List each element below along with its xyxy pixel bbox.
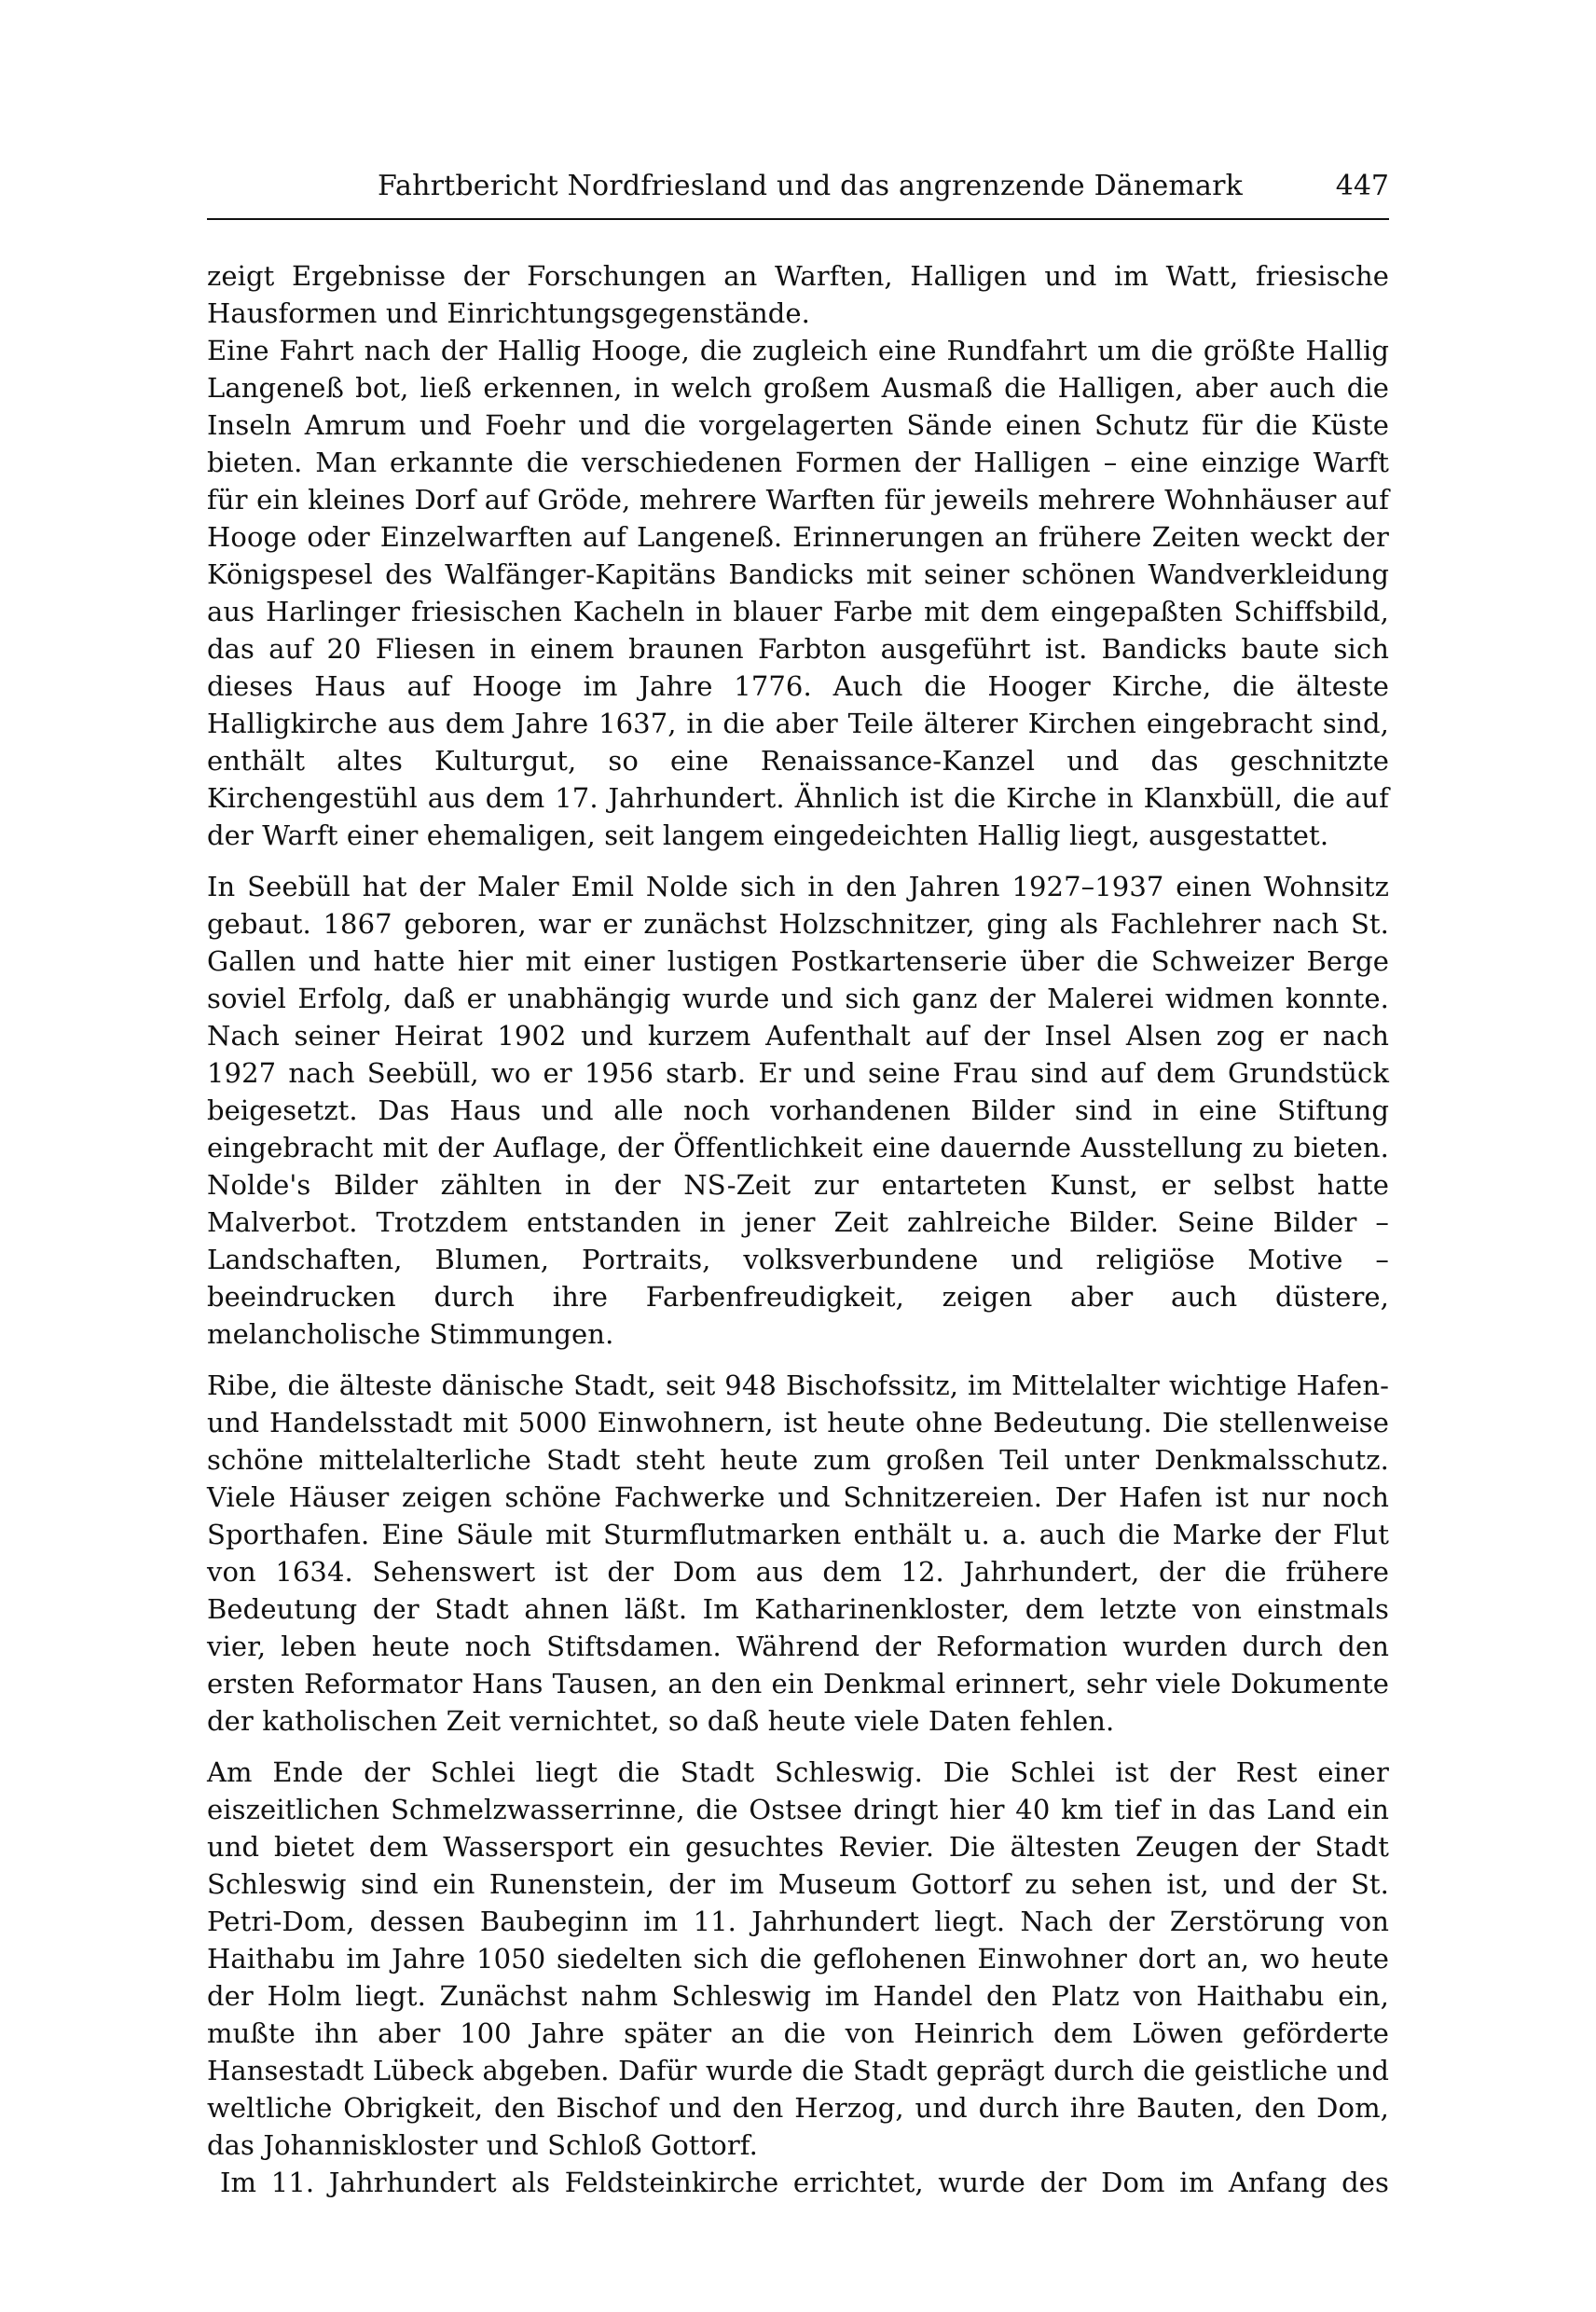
header-rule xyxy=(207,218,1389,220)
paragraph: Eine Fahrt nach der Hallig Hooge, die zugleich eine Rundfahrt um die größte Hallig Langeneß bot, ließ erkennen, in welch großem Ausmaß die Halligen, aber auch die Inseln Amrum und Foehr und die vorgelagerten Sände einen Schutz für die Küste bieten. Man erkannte die verschiedenen Formen der Halligen – eine einzige Warft für ein kleines Dorf auf Gröde, mehrere Warften für jeweils mehrere Wohnhäuser auf Hooge oder Einzelwarften auf Langeneß. Erinnerungen an frühere Zeiten weckt der Königspesel des Walfänger-Kapitäns Bandicks mit seiner schönen Wandverkleidung aus Harlinger friesischen Kacheln in blauer Farbe mit dem eingepaßten Schiffsbild, das auf 20 Fliesen in einem braunen Farbton ausgeführt ist. Bandicks baute sich dieses Haus auf Hooge im Jahre 1776. Auch die Hooger Kirche, die älteste Halligkirche aus dem Jahre 1637, in die aber Teile älterer Kirchen eingebracht sind, enthält altes Kulturgut, so eine Renaissance-Kanzel und das geschnitzte Kirchengestühl aus dem 17. Jahrhundert. Ähnlich ist die Kirche in Klanxbüll, die auf der Warft einer ehemaligen, seit langem eingedeichten Hallig liegt, ausgestattet. xyxy=(207,335,1389,851)
running-title: Fahrtbericht Nordfriesland und das angrenzende Dänemark xyxy=(378,170,1244,202)
body-text xyxy=(207,257,1389,2201)
document-page xyxy=(207,166,1389,2201)
paragraph: zeigt Ergebnisse der Forschungen an Warften, Halligen und im Watt, friesische Hausformen und Einrichtungsgegenstände. xyxy=(207,260,1389,329)
paragraph: Am Ende der Schlei liegt die Stadt Schleswig. Die Schlei ist der Rest einer eiszeitlichen Schmelzwasserrinne, die Ostsee dringt hier 40 km tief in das Land ein und bietet dem Wassersport ein gesuchtes Revier. Die ältesten Zeugen der Stadt Schleswig sind ein Runenstein, der im Museum Gottorf zu sehen ist, und der St. Petri-Dom, dessen Baubeginn im 11. Jahrhundert liegt. Nach der Zerstörung von Haithabu im Jahre 1050 siedelten sich die geflohenen Einwohner dort an, wo heute der Holm liegt. Zunächst nahm Schleswig im Handel den Platz von Haithabu ein, mußte ihn aber 100 Jahre später an die von Heinrich dem Löwen geförderte Hansestadt Lübeck abgeben. Dafür wurde die Stadt geprägt durch die geistliche und weltliche Obrigkeit, den Bischof und den Herzog, und durch ihre Bauten, den Dom, das Johanniskloster und Schloß Gottorf. xyxy=(207,1756,1389,2161)
paragraph: Im 11. Jahrhundert als Feldsteinkirche errichtet, wurde der Dom im Anfang des xyxy=(220,2167,1389,2198)
paragraph: In Seebüll hat der Maler Emil Nolde sich in den Jahren 1927–1937 einen Wohnsitz gebaut. 1867 geboren, war er zunächst Holzschnitzer, ging als Fachlehrer nach St. Gallen und hatte hier mit einer lustigen Postkartenserie über die Schweizer Berge soviel Erfolg, daß er unabhängig wurde und sich ganz der Malerei widmen konnte. Nach seiner Heirat 1902 und kurzem Aufenthalt auf der Insel Alsen zog er nach 1927 nach Seebüll, wo er 1956 starb. Er und seine Frau sind auf dem Grundstück beigesetzt. Das Haus und alle noch vorhandenen Bilder sind in eine Stiftung eingebracht mit der Auflage, der Öffentlichkeit eine dauernde Ausstellung zu bieten. Nolde's Bilder zählten in der NS-Zeit zur entarteten Kunst, er selbst hatte Malverbot. Trotzdem entstanden in jener Zeit zahlreiche Bilder. Seine Bilder – Landschaften, Blumen, Portraits, volksverbundene und religiöse Motive – beeindrucken durch ihre Farbenfreudigkeit, zeigen aber auch düstere, melancholische Stimmungen. xyxy=(207,871,1389,1350)
running-header xyxy=(207,166,1389,207)
page-number: 447 xyxy=(1335,170,1389,202)
paragraph: Ribe, die älteste dänische Stadt, seit 948 Bischofssitz, im Mittelalter wichtige Hafen- und Handelsstadt mit 5000 Einwohnern, ist heute ohne Bedeutung. Die stellenweise schöne mittelalterliche Stadt steht heute zum großen Teil unter Denkmalsschutz. Viele Häuser zeigen schöne Fachwerke und Schnitzereien. Der Hafen ist nur noch Sporthafen. Eine Säule mit Sturmflutmarken enthält u. a. auch die Marke der Flut von 1634. Sehenswert ist der Dom aus dem 12. Jahrhundert, der die frühere Bedeutung der Stadt ahnen läßt. Im Katharinenkloster, dem letzte von einstmals vier, leben heute noch Stiftsdamen. Während der Reformation wurden durch den ersten Reformator Hans Tausen, an den ein Denkmal erinnert, sehr viele Dokumente der katholischen Zeit vernichtet, so daß heute viele Daten fehlen. xyxy=(207,1369,1389,1737)
